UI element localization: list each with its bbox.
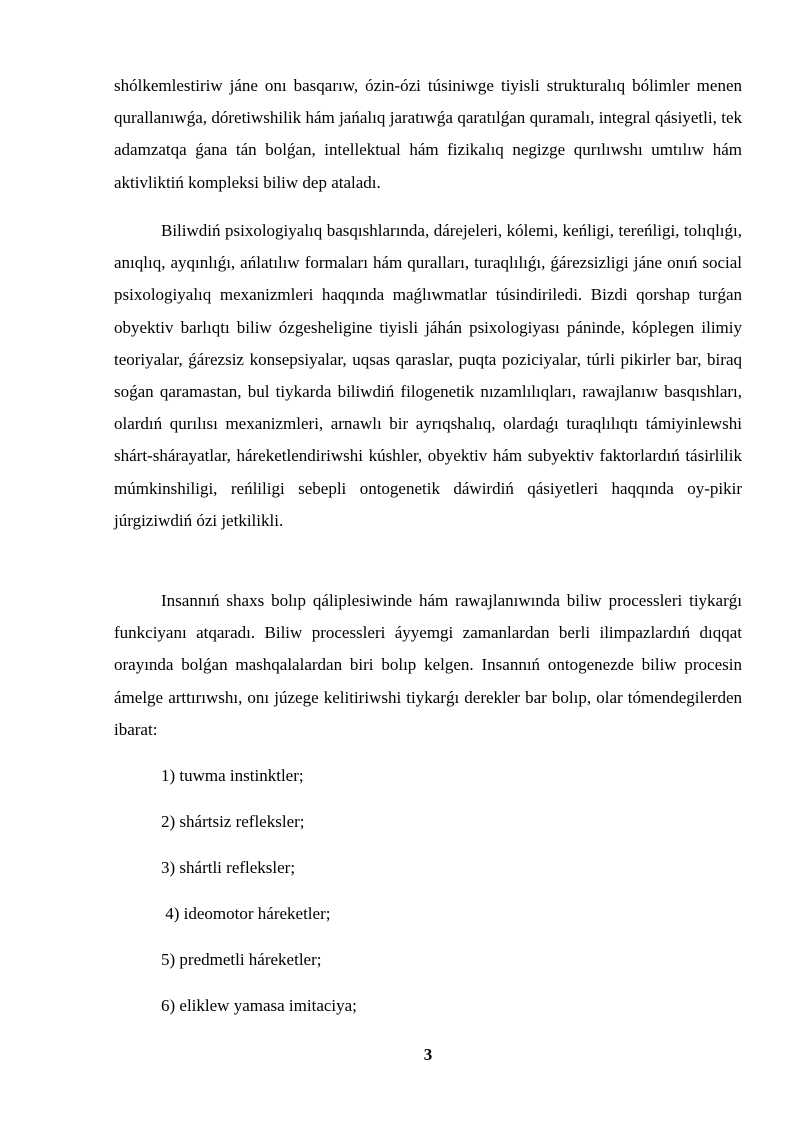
paragraph-cognitive-processes: Insannıń shaxs bolıp qáliplesiwinde hám rawajlanıwında biliw processleri tiykarǵı funkciyanı atqaradı. Biliw processleri áyyemgi zamanlardan berli ilimpazlardıń dıqqat orayında bolǵan mashqalalardan biri bolıp kelgen. Insannıń ontogenezde biliw procesin ámelge arttırıwshı, onı júzege kelitiriwshi tiykarǵı derekler bar bolıp, olar tómendegilerden ibarat: bbox=[114, 591, 742, 739]
list-item: 3) shártli refleksler; bbox=[161, 858, 296, 877]
page-number: 3 bbox=[423, 1045, 433, 1064]
list-item: 6) eliklew yamasa imitaciya; bbox=[161, 996, 357, 1015]
list-item: 1) tuwma instinktler; bbox=[161, 766, 304, 785]
paragraph-cognition-stages: Biliwdiń psixologiyalıq basqıshlarında, dárejeleri, kólemi, keńligi, tereńligi, tolıqlıǵı, anıqlıq, ayqınlıǵı, ańlatılıw formaları hám quralları, turaqlılıǵı, ǵárezsizligi jáne onıń social psixologiyalıq mexanizmleri haqqında maǵlıwmatlar túsindiriledi. Bizdi qorshap turǵan obyektiv barlıqtı biliw ózgesheligine tiyisli jáhán psixologiyası páninde, kóplegen ilimiy teoriyalar, ǵárezsiz konsepsiyalar, uqsas qaraslar, puqta poziciyalar, túrli pikirler bar, biraq soǵan qaramastan, bul tiykarda biliwdiń filogenetik nızamlılıqları, rawajlanıw basqıshları, olardıń qurılısı mexanizmleri, arnawlı bir ayrıqshalıq, olardaǵı turaqlılıqtı támiyinlewshi shárt-shárayatlar, háreketlendiriwshi kúshler, obyektiv hám subyektiv faktorlardıń tásirlilik múmkinshiligi, reńliligi sebepli ontogenetik dáwirdiń qásiyetleri haqqında oy-pikir júrgiziwdiń ózi jetkilikli. bbox=[114, 221, 742, 530]
list-item: 4) ideomotor háreketler; bbox=[161, 904, 331, 923]
list-item: 5) predmetli háreketler; bbox=[161, 950, 322, 969]
list-item: 2) shártsiz refleksler; bbox=[161, 812, 305, 831]
paragraph-continuation: shólkemlestiriw jáne onı basqarıw, ózin-ózi túsiniwge tiyisli strukturalıq bólimler menen qurallanıwǵa, dóretiwshilik hám jańalıq jaratıwǵa qaratılǵan quramalı, integral qásiyetli, tek adamzatqa ǵana tán bolǵan, intellektual hám fizikalıq negizge qurılıwshı umtılıw hám aktivliktiń kompleksi biliw dep ataladı. bbox=[114, 76, 742, 192]
